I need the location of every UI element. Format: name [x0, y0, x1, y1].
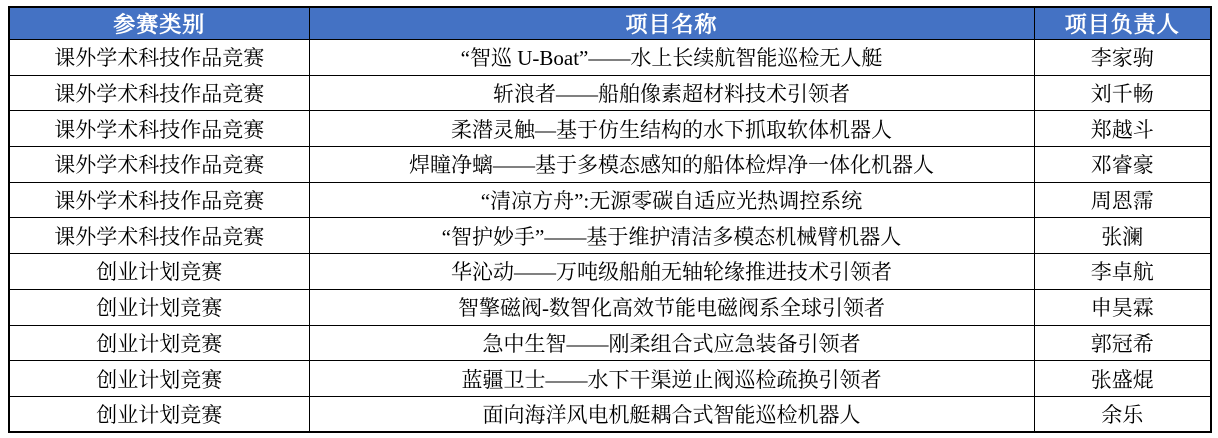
project-name-cell: “智护妙手”——基于维护清洁多模态机械臂机器人: [309, 218, 1034, 254]
table-row: [9, 147, 1211, 183]
category-cell: 课外学术科技作品竞赛: [9, 218, 309, 254]
category-cell: 创业计划竞赛: [9, 325, 309, 361]
project-name-cell: 焊瞳净螭——基于多模态感知的船体检焊净一体化机器人: [309, 147, 1034, 183]
category-cell: 创业计划竞赛: [9, 254, 309, 290]
project-name-cell: “清凉方舟”:无源零碳自适应光热调控系统: [309, 182, 1034, 218]
category-cell: 课外学术科技作品竞赛: [9, 182, 309, 218]
table-header: [9, 7, 1211, 40]
leader-cell: 郭冠希: [1034, 325, 1211, 361]
category-cell: 创业计划竞赛: [9, 396, 309, 432]
category-cell: 课外学术科技作品竞赛: [9, 147, 309, 183]
project-name-cell: “智巡 U-Boat”——水上长续航智能巡检无人艇: [309, 40, 1034, 76]
table-row: [9, 75, 1211, 111]
table-row: [9, 182, 1211, 218]
leader-cell: 邓睿豪: [1034, 147, 1211, 183]
header-project-name: 项目名称: [309, 7, 1034, 40]
category-cell: 课外学术科技作品竞赛: [9, 75, 309, 111]
leader-cell: 张盛焜: [1034, 361, 1211, 397]
leader-cell: 李卓航: [1034, 254, 1211, 290]
table-row: [9, 218, 1211, 254]
leader-cell: 周恩霈: [1034, 182, 1211, 218]
project-name-cell: 智擎磁阀-数智化高效节能电磁阀系全球引领者: [309, 289, 1034, 325]
header-category: 参赛类别: [9, 7, 309, 40]
table-row: [9, 361, 1211, 397]
project-name-cell: 面向海洋风电机艇耦合式智能巡检机器人: [309, 396, 1034, 432]
leader-cell: 张澜: [1034, 218, 1211, 254]
leader-cell: 申昊霖: [1034, 289, 1211, 325]
category-cell: 创业计划竞赛: [9, 361, 309, 397]
header-row: [9, 7, 1211, 40]
leader-cell: 郑越斗: [1034, 111, 1211, 147]
leader-cell: 余乐: [1034, 396, 1211, 432]
project-name-cell: 华沁动——万吨级船舶无轴轮缘推进技术引领者: [309, 254, 1034, 290]
table-row: [9, 40, 1211, 76]
table-row: [9, 254, 1211, 290]
leader-cell: 李家驹: [1034, 40, 1211, 76]
project-name-cell: 蓝疆卫士——水下干渠逆止阀巡检疏换引领者: [309, 361, 1034, 397]
competition-projects-table: [8, 6, 1212, 433]
table-body: [9, 40, 1211, 433]
leader-cell: 刘千畅: [1034, 75, 1211, 111]
category-cell: 课外学术科技作品竞赛: [9, 40, 309, 76]
table-row: [9, 325, 1211, 361]
project-name-cell: 斩浪者——船舶像素超材料技术引领者: [309, 75, 1034, 111]
table-row: [9, 289, 1211, 325]
category-cell: 课外学术科技作品竞赛: [9, 111, 309, 147]
project-name-cell: 柔潜灵触—基于仿生结构的水下抓取软体机器人: [309, 111, 1034, 147]
project-name-cell: 急中生智——刚柔组合式应急装备引领者: [309, 325, 1034, 361]
header-project-leader: 项目负责人: [1034, 7, 1211, 40]
category-cell: 创业计划竞赛: [9, 289, 309, 325]
table-row: [9, 111, 1211, 147]
table-row: [9, 396, 1211, 432]
